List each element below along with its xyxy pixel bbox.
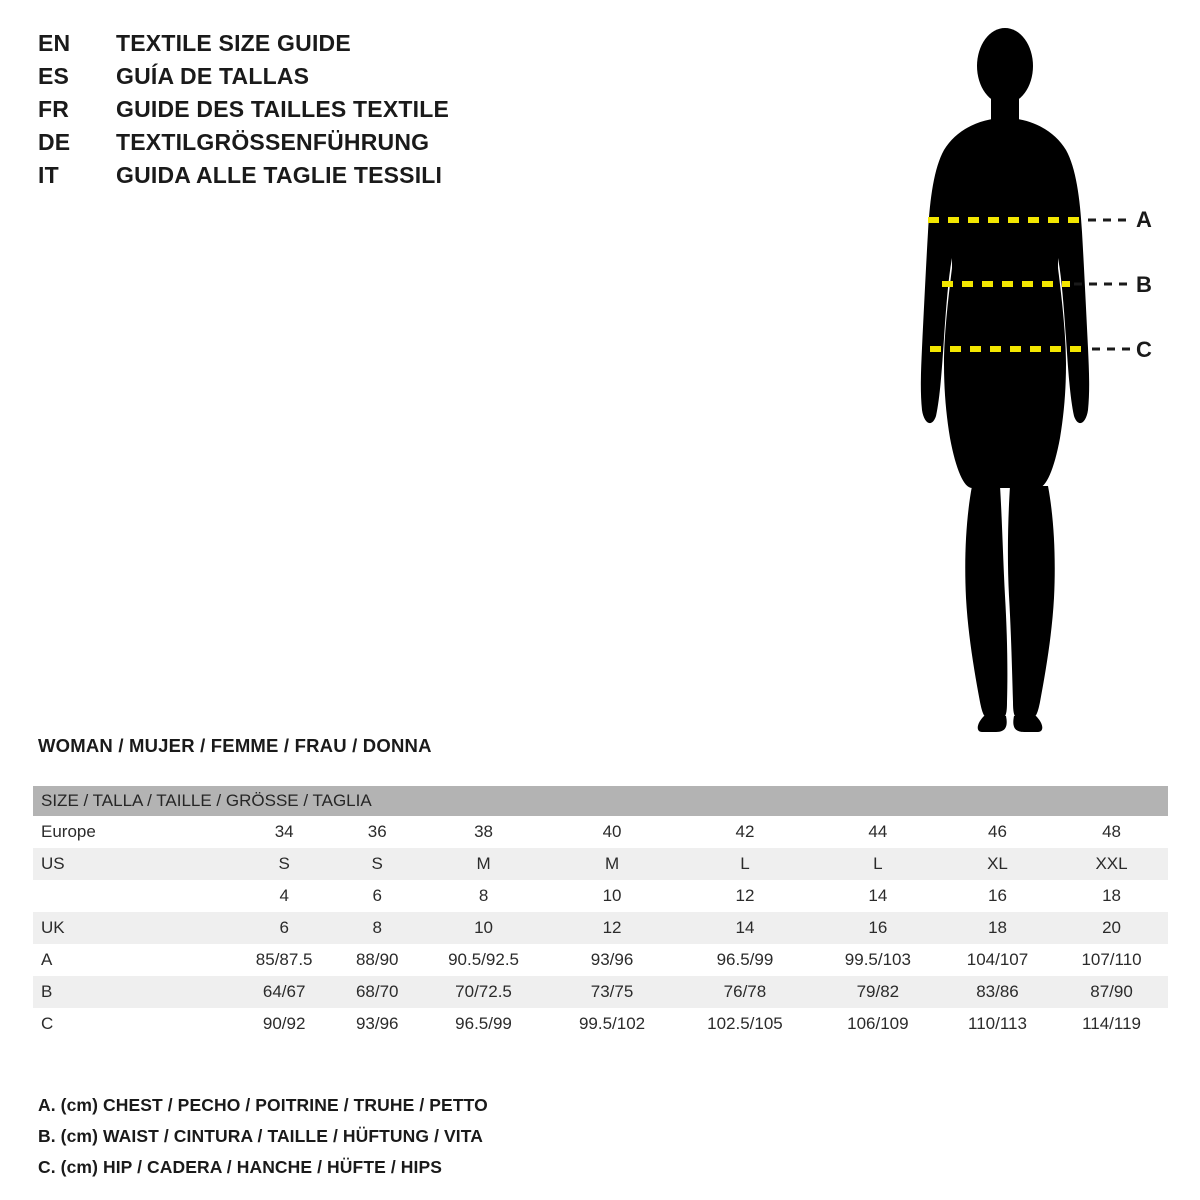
title-lang-es: ES xyxy=(38,63,70,89)
cell: 46 xyxy=(988,822,1007,841)
cell: 114/119 xyxy=(1082,1014,1142,1033)
cell: 6 xyxy=(372,886,382,905)
cell: 16 xyxy=(868,918,888,937)
title-lang-fr: FR xyxy=(38,96,70,122)
table-header-label: SIZE / TALLA / TAILLE / GRÖSSE / TAGLIA xyxy=(41,791,372,810)
title-lang-en: EN xyxy=(38,30,71,56)
cell: 106/109 xyxy=(847,1014,909,1033)
cell: 87/90 xyxy=(1090,982,1133,1001)
table-header-row xyxy=(33,786,1168,816)
footnote-c: C. (cm) HIP / CADERA / HANCHE / HÜFTE / HIPS xyxy=(38,1157,443,1177)
cell: 18 xyxy=(1102,886,1121,905)
cell: 38 xyxy=(474,822,493,841)
cell: 70/72.5 xyxy=(455,982,512,1001)
section-title: WOMAN / MUJER / FEMME / FRAU / DONNA xyxy=(38,735,432,756)
cell: 102.5/105 xyxy=(707,1014,783,1033)
footnotes xyxy=(38,1090,838,1183)
title-text-en: TEXTILE SIZE GUIDE xyxy=(116,30,351,56)
cell: 107/110 xyxy=(1081,950,1142,969)
cell: 48 xyxy=(1102,822,1121,841)
cell: 34 xyxy=(274,822,294,841)
cell: 79/82 xyxy=(856,982,900,1001)
title-row-es xyxy=(38,63,658,96)
title-lang-de: DE xyxy=(38,129,71,155)
title-row-it xyxy=(38,162,658,195)
title-row-fr xyxy=(38,96,658,129)
title-text-fr: GUIDE DES TAILLES TEXTILE xyxy=(116,96,449,122)
table-row xyxy=(33,848,1168,880)
title-block xyxy=(38,30,658,195)
row-label-us-numeric xyxy=(33,880,231,912)
row-label-us: US xyxy=(41,854,65,873)
cell: 10 xyxy=(474,918,493,937)
cell: 12 xyxy=(735,886,755,905)
cell: 76/78 xyxy=(723,982,767,1001)
cell: 36 xyxy=(367,822,387,841)
cell: 16 xyxy=(988,886,1007,905)
cell: XXL xyxy=(1095,854,1128,873)
cell: 12 xyxy=(602,918,622,937)
cell: 85/87.5 xyxy=(255,950,313,969)
cell: 18 xyxy=(988,918,1007,937)
cell: 68/70 xyxy=(355,982,399,1001)
table-row xyxy=(33,880,1168,912)
female-silhouette-icon xyxy=(921,28,1089,732)
cell: S xyxy=(371,854,383,873)
cell: M xyxy=(604,854,620,873)
table-row xyxy=(33,912,1168,944)
cell: 88/90 xyxy=(355,950,399,969)
size-table xyxy=(33,786,1168,1040)
title-text-it: GUIDA ALLE TAGLIE TESSILI xyxy=(116,162,443,188)
cell: 44 xyxy=(868,822,888,841)
title-lang-it: IT xyxy=(38,162,59,188)
row-label-uk: UK xyxy=(41,918,65,937)
cell: 8 xyxy=(372,918,382,937)
cell: 99.5/102 xyxy=(578,1014,646,1033)
cell: 104/107 xyxy=(966,950,1029,969)
cell: M xyxy=(476,854,491,873)
table-row xyxy=(33,816,1168,848)
cell: 8 xyxy=(478,886,489,905)
cell: 73/75 xyxy=(590,982,634,1001)
cell: 93/96 xyxy=(590,950,634,969)
cell: 99.5/103 xyxy=(844,950,911,969)
title-row-en xyxy=(38,30,658,63)
cell: 14 xyxy=(868,886,888,905)
cell: 10 xyxy=(602,886,622,905)
cell: 64/67 xyxy=(262,982,306,1001)
cell: S xyxy=(278,854,290,873)
title-text-es: GUÍA DE TALLAS xyxy=(116,63,310,89)
row-label-a: A xyxy=(41,950,53,969)
footnote-a: A. (cm) CHEST / PECHO / POITRINE / TRUHE / PETTO xyxy=(38,1095,488,1115)
table-row xyxy=(33,1008,1168,1040)
marker-label-a: A xyxy=(1136,207,1152,232)
cell: 96.5/99 xyxy=(716,950,774,969)
title-text-de: TEXTILGRÖSSENFÜHRUNG xyxy=(116,129,430,155)
cell: 20 xyxy=(1102,918,1121,937)
table-row xyxy=(33,944,1168,976)
cell: 40 xyxy=(602,822,622,841)
cell: 6 xyxy=(279,918,289,937)
marker-label-c: C xyxy=(1136,337,1152,362)
cell: 14 xyxy=(735,918,755,937)
title-row-de xyxy=(38,129,658,162)
row-label-b: B xyxy=(41,982,53,1001)
cell: 93/96 xyxy=(355,1014,399,1033)
cell: 90/92 xyxy=(262,1014,306,1033)
marker-label-b: B xyxy=(1136,272,1152,297)
table-row xyxy=(33,976,1168,1008)
cell: L xyxy=(740,854,750,873)
cell: 110/113 xyxy=(968,1014,1027,1033)
cell: 4 xyxy=(279,886,289,905)
row-label-c: C xyxy=(41,1014,54,1033)
footnote-b: B. (cm) WAIST / CINTURA / TAILLE / HÜFTUNG / VITA xyxy=(38,1126,483,1146)
row-label-europe: Europe xyxy=(41,822,96,841)
cell: L xyxy=(873,854,883,873)
cell: 42 xyxy=(735,822,755,841)
body-figure xyxy=(860,18,1180,738)
cell: 90.5/92.5 xyxy=(448,950,519,969)
cell: 83/86 xyxy=(976,982,1019,1001)
cell: 96.5/99 xyxy=(455,1014,512,1033)
cell: XL xyxy=(987,854,1008,873)
